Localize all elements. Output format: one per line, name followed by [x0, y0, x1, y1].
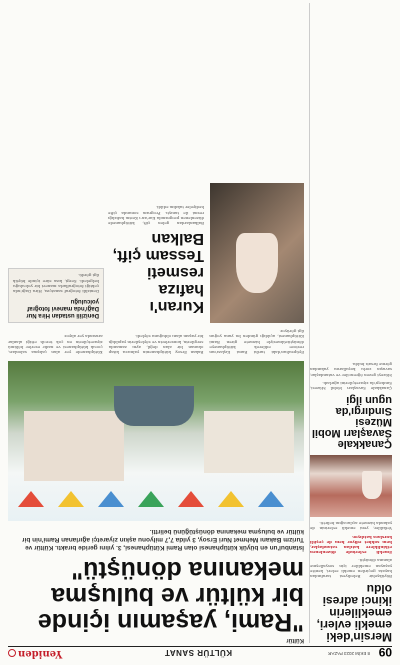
bunting-flag [258, 491, 284, 507]
left-sub-paragraph: Çanakkale Savaşları Mobil Müzesi, Sındırgı'da ziyaretçilerini ağırladı. [310, 380, 392, 391]
bunting-flag [98, 491, 124, 507]
bunting-flag [218, 491, 244, 507]
main-column: Eyüpsultan'daki tarihi Rami Kışlası'nın restore edilerek kütüphaneye dönüştürülmesiyle hizmete giren Rami Kütüphanesi, açıldığı günden bu yana yoğun ilgi görüyor. [209, 329, 304, 355]
main-headline: "Rami, yaşamın içinde bir kültür ve buluşma mekanına dönüştü" [37, 556, 304, 636]
kicker: Kültür [286, 637, 304, 643]
date-line: 8 EKİM 2023 PAZAR [328, 651, 370, 656]
box-text: Denizlili fotoğraf sanatçısı, Hira Dağı'nda çektiği fotoğraflarla manevi bir yolculuğu belgeledi. Sergi, kısa süre içinde büyük ilgi gördü. [13, 273, 99, 294]
main-column: Bakan Ersoy, kütüphanenin yalnızca kitap okunan bir alan değil, aynı zamanda sergilerin, konserlerin ve söyleşilerin yapıldığı bir yaşam alanı olduğunu söyledi. [108, 334, 204, 355]
main-columns [8, 329, 304, 355]
newspaper-logo [8, 648, 62, 659]
left-sub-body [310, 362, 392, 391]
box-headline: Denizlili ustadan Hira Nur Dağı'nda manevi fotoğraf yolculuğu [26, 297, 99, 318]
main-column: Kütüphanede yer alan çalışma salonları, çocuk kütüphanesi ve nadir eserler bölümü ziyaretçilerin en çok tercih ettiği alanlar arasında yer alıyor. [8, 334, 103, 355]
main-article [8, 3, 304, 643]
bottom-block [8, 183, 304, 323]
page-header [8, 646, 392, 659]
rami-library-photo [8, 361, 304, 521]
left-column [309, 3, 392, 643]
section-title: KÜLTÜR SANAT [164, 648, 232, 657]
sidebar-box [8, 268, 104, 323]
left-headline: Mersin'deki emekli evleri, emeklilerin ikinci adresi oldu [316, 582, 392, 644]
left-paragraph: Emekli evlerinde düzenlenen etkinliklere katılan vatandaşlar, hem sohbet ediyor hem de çeşitli kurslara katılıyor. [310, 534, 392, 556]
left-photo [310, 455, 392, 517]
left-sub-headline: Çanakkale Savaşları Mobil Müzesi Sındırgı'da ugun ilgi [311, 393, 392, 450]
left-paragraph: Büyükşehir Belediyesi tarafından hayata geçirilen emekli evleri, kentte yaşayan emekliler için sosyalleşme alanına dönüştü. [310, 558, 392, 579]
left-body [310, 521, 392, 579]
page-number: 09 [378, 645, 392, 659]
left-paragraph: Yetkililer, yeni emekli evlerinin de yakında hizmete açılacağını belirtti. [310, 521, 392, 532]
left-sub-paragraph: Müzeyi gezen öğrenciler ve vatandaşlar, savaşın zorlu koşullarını yakından görme fırsatı buldu. [310, 362, 392, 378]
logo-text: Yeniden [18, 648, 63, 659]
building [24, 411, 124, 481]
bunting-flag [178, 491, 204, 507]
sub-article-text: Balkanlardan gelen çift, kütüphanede düzenlenen programda Kur'an-ı Kerim hafızlığı resmi ile tanıştı. Program sonunda çifte hediyeler takdim edildi. [108, 205, 204, 226]
bunting-flag [58, 491, 84, 507]
bunting-flag [138, 491, 164, 507]
building [204, 411, 294, 473]
bunting-flag [18, 491, 44, 507]
logo-mark-icon [8, 650, 16, 658]
deck-text: İstanbul'un en büyük kütüphanesi olan Rami Kütüphanesi, 3. yılını geride bıraktı. Kültür ve Turizm Bakanı Mehmet Nuri Ersoy, 3 yılda 7,7 milyonu aşkın ziyaretçi ağırlanan Rami'nin bir kültür ve buluşma mekanına dönüştüğünü belirtti. [22, 528, 304, 551]
sub-headline: Kuran'ı hafıza resmeti Tessam çift, Balkan [112, 229, 204, 315]
crowd [114, 386, 194, 426]
library-photo [210, 183, 304, 323]
